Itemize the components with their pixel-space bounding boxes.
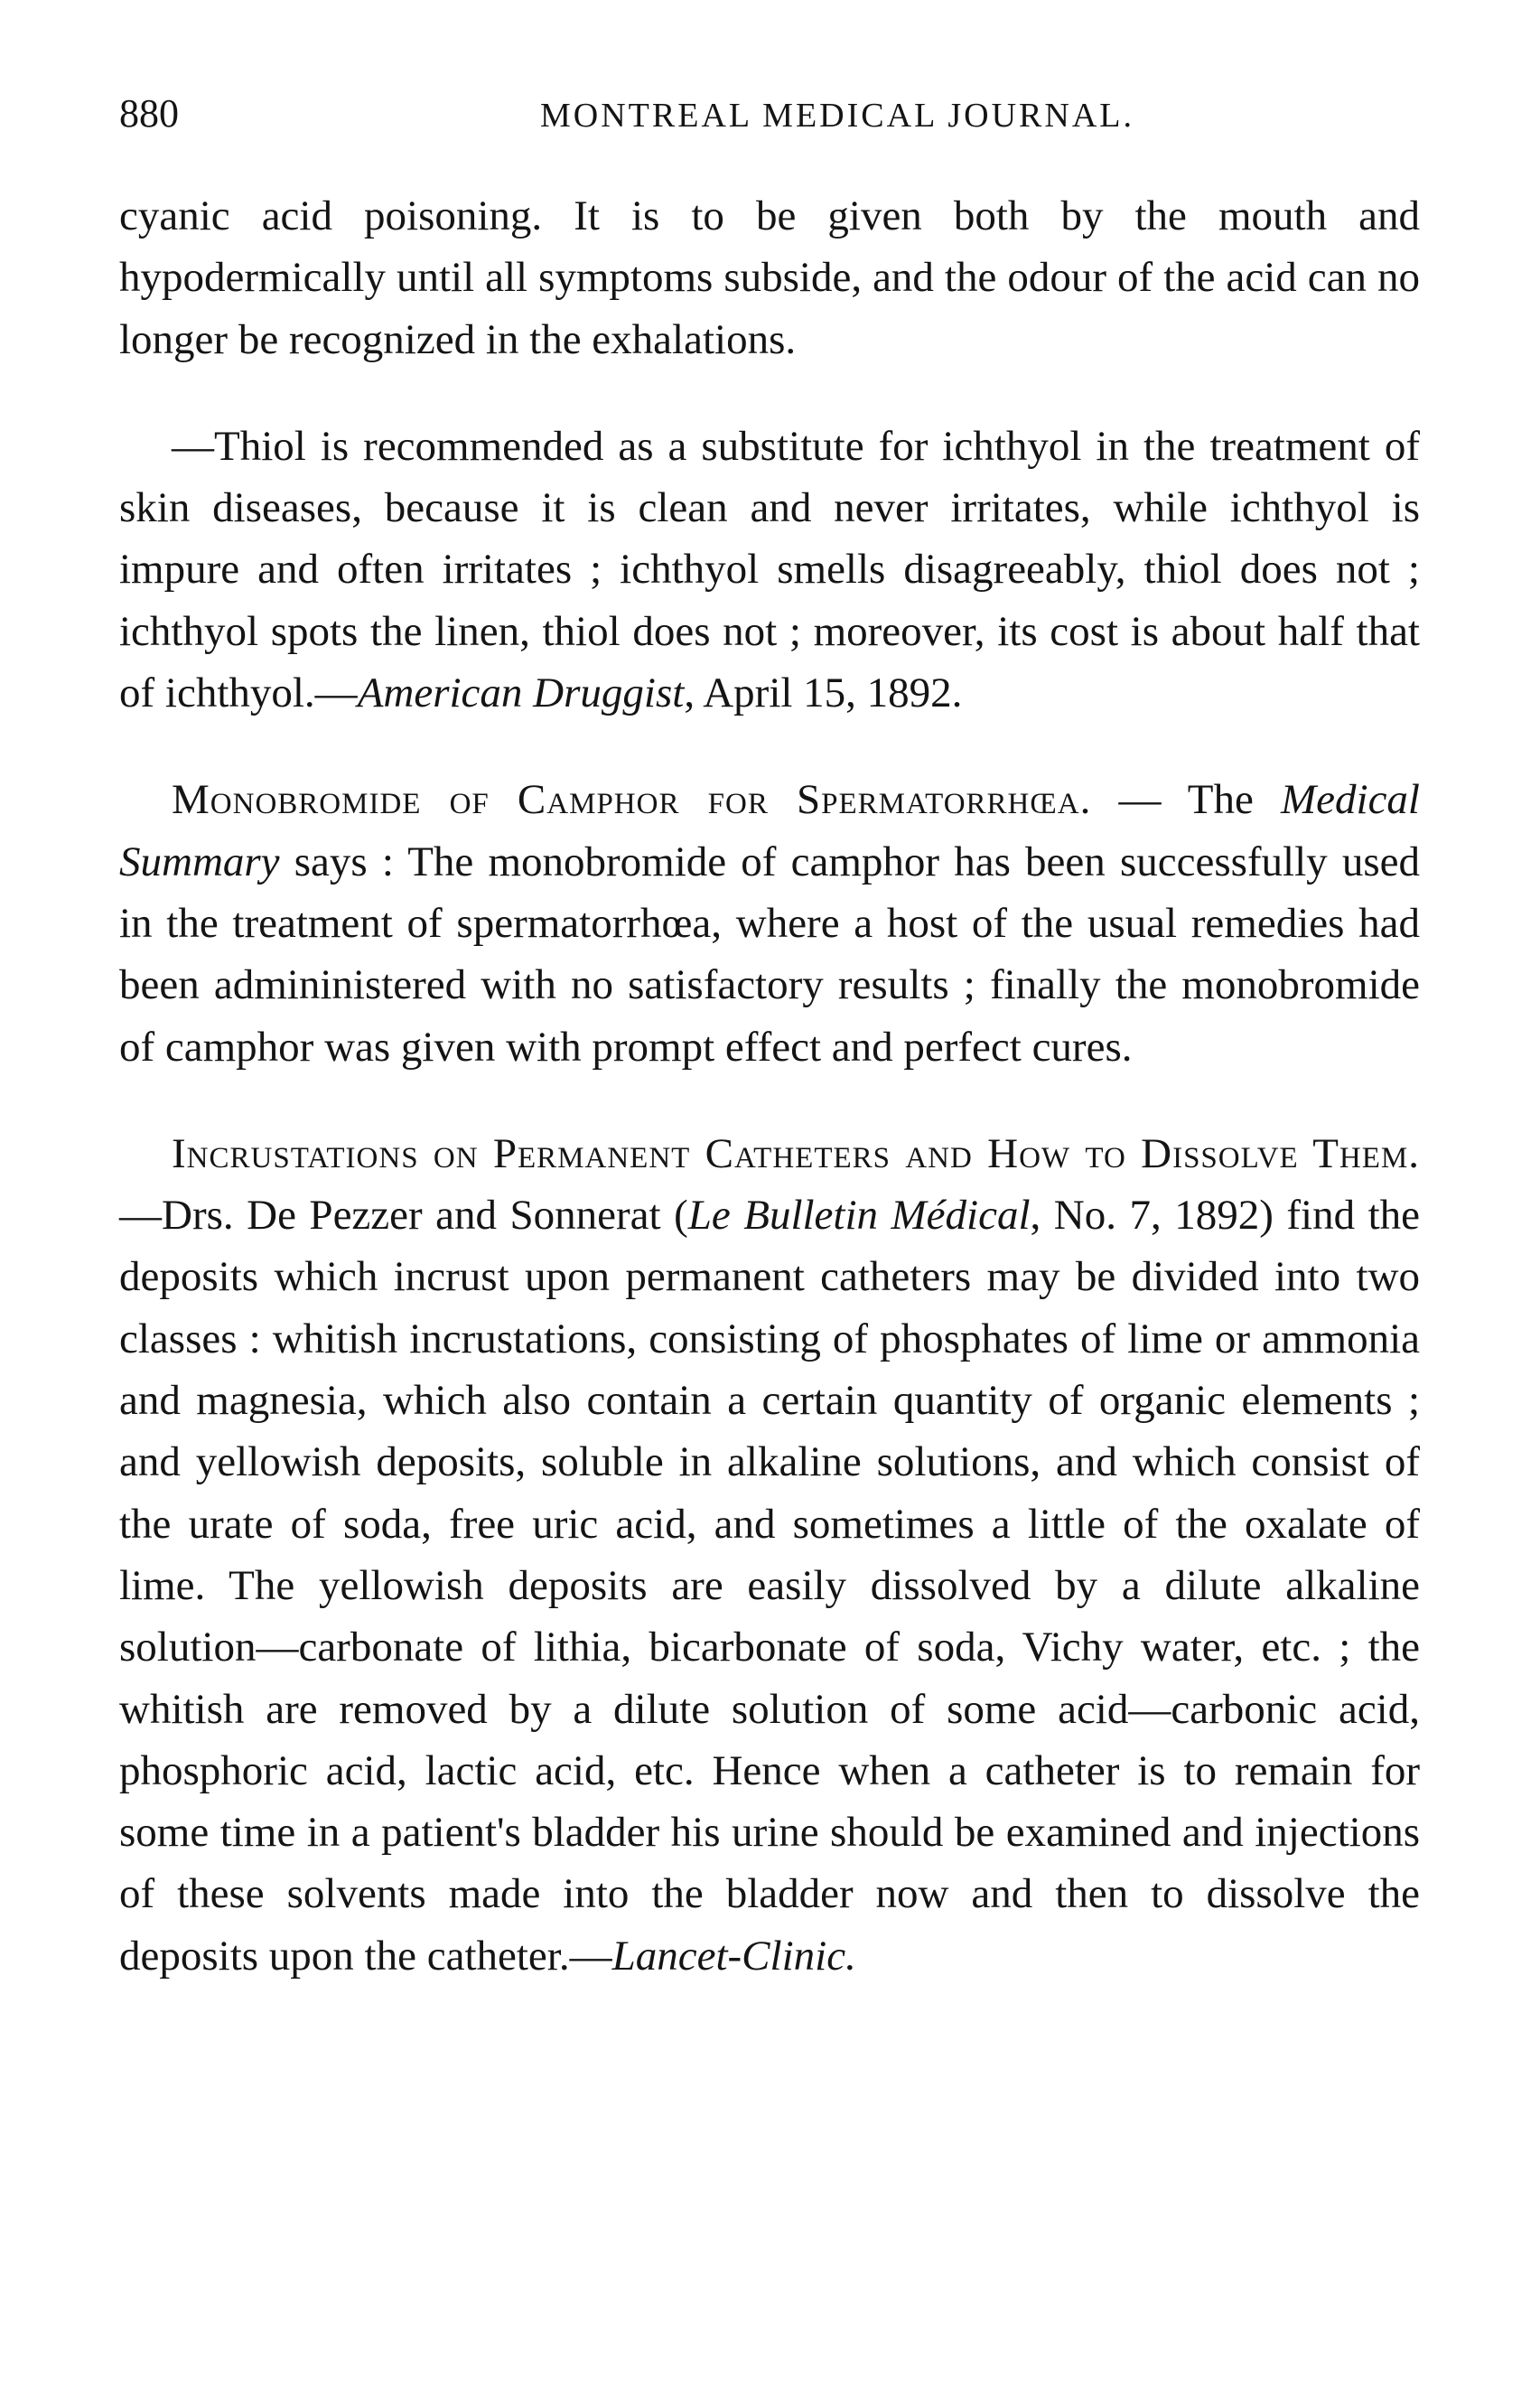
paragraph-cyanide: [119, 185, 1420, 370]
section-heading: Incrustations on Permanent Catheters and How to Dissolve Them.: [172, 1129, 1420, 1177]
paragraph-text: cyanic acid poisoning. It is to be given both by the mouth and hypodermically until all symptoms subside, and the odour of the acid can no longer be recognized in the exhalations.: [119, 192, 1420, 363]
paragraph-text: —Thiol is recommended as a substitute for ichthyol in the treatment of skin diseases, because it is clean and never irritates, while ichthyol is impure and often irritates ; ichthyol smells disagreeably, thiol does not ; ichthyol spots the linen, thiol does not ; moreover, its cost is about half that of ichthyol.—: [119, 422, 1420, 717]
article-body: [119, 185, 1420, 2032]
heading-lead: — The: [1091, 776, 1281, 824]
heading-lead: —Drs. De Pezzer and Sonnerat (: [119, 1192, 688, 1240]
journal-title: MONTREAL MEDICAL JOURNAL.: [540, 97, 1134, 135]
source-citation: Lancet-Clinic.: [611, 1932, 856, 1980]
section-heading: Monobromide of Camphor for Spermatorrhœa.: [172, 776, 1092, 824]
running-head: [119, 87, 1420, 150]
paragraph-text: says : The monobromide of camphor has been successfully used in the treatment of spermatorrhœa, where a host of the usual remedies had been admininistered with no satisfactory results ; finally the monobromide of camphor was given with prompt effect and perfect cures.: [119, 838, 1420, 1071]
source-citation: American Druggist: [357, 669, 685, 717]
paragraph-incrustations: [119, 1123, 1420, 1987]
paragraph-thiol: [119, 416, 1420, 724]
paragraph-text: , No. 7, 1892) find the deposits which incrust upon permanent catheters may be divided into two classes : whitish incrustations, consisting of phosphates of lime or ammonia and magnesia, which also contain a certain quantity of organic elements ; and yellowish deposits, soluble in alkaline solutions, and which consist of the urate of soda, free uric acid, and sometimes a little of the oxalate of lime. The yellowish deposits are easily dissolved by a dilute alkaline solution—carbonate of lithia, bicarbonate of soda, Vichy water, etc. ; the whitish are removed by a dilute solution of some acid—carbonic acid, phosphoric acid, lactic acid, etc. Hence when a catheter is to remain for some time in a patient's bladder his urine should be examined and injections of these solvents made into the bladder now and then to dissolve the deposits upon the catheter.—: [119, 1192, 1420, 1980]
journal-name: Le Bulletin Médical: [687, 1192, 1031, 1240]
paragraph-monobromide: [119, 769, 1420, 1077]
journal-name: Medical Summary: [119, 776, 1420, 885]
page-number: 880: [119, 91, 179, 136]
citation-date: , April 15, 1892.: [684, 669, 963, 717]
